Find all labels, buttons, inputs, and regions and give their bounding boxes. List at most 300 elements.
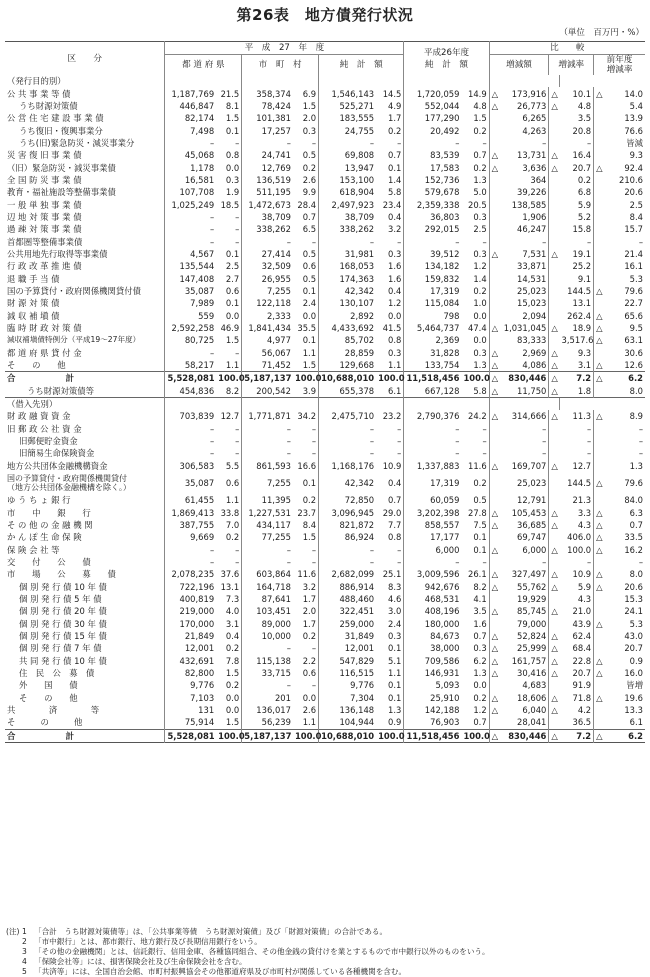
muni-share: 16.6 xyxy=(297,460,317,471)
net-share: 10.9 xyxy=(382,460,402,471)
pref-value: – xyxy=(165,435,216,447)
table-row xyxy=(5,174,645,186)
row-label: そ の 他 xyxy=(7,360,66,371)
prev-rate-sign: △ xyxy=(594,531,605,543)
net-value: – xyxy=(319,447,377,459)
muni-share: 2.2 xyxy=(302,655,317,666)
table-row xyxy=(5,556,645,568)
header-zennen-line2: 増減率 xyxy=(606,65,633,75)
pref-value: 170,000 xyxy=(165,617,216,629)
net-value: 72,850 xyxy=(319,494,377,506)
muni-value: 164,718 xyxy=(242,580,293,592)
muni-value: 136,017 xyxy=(242,704,293,716)
net-share: 0.1 xyxy=(388,680,402,691)
rate-value: 36.5 xyxy=(572,717,592,728)
note-number: 5 xyxy=(22,967,27,976)
table-row xyxy=(5,149,645,161)
row-label: 外 国 債 xyxy=(19,680,78,691)
rate-sign: △ xyxy=(549,359,560,372)
row-label: か ん ぽ 生 命 保 険 xyxy=(7,532,82,543)
h26-share: 0.0 xyxy=(473,310,487,321)
diff-sign: △ xyxy=(489,605,500,617)
prev-rate-sign xyxy=(594,211,605,223)
h26-share: 1.3 xyxy=(473,667,487,678)
net-share: 14.5 xyxy=(382,88,402,99)
rate-value: 20.8 xyxy=(572,125,592,136)
table-row xyxy=(5,472,645,494)
h26-value: 11,518,456 xyxy=(404,729,462,742)
row-label: 個 別 発 行 債 15 年 債 xyxy=(19,630,107,641)
prev-rate-value: – xyxy=(638,556,643,567)
h26-share: 0.0 xyxy=(473,335,487,346)
muni-value: 27,414 xyxy=(242,248,293,260)
prev-rate-sign: △ xyxy=(594,410,605,422)
muni-value: 1,771,871 xyxy=(242,410,293,422)
net-share: – xyxy=(397,544,402,555)
muni-value: 5,187,137 xyxy=(242,372,293,385)
row-label: 教育・福祉施設等整備事業債 xyxy=(7,187,116,198)
net-share: 0.9 xyxy=(388,717,402,728)
header-h26-line1: 平成26年度 xyxy=(423,47,470,58)
prev-rate-value: – xyxy=(638,236,643,247)
pref-value: 1,178 xyxy=(165,161,216,173)
prev-rate-value: 6.2 xyxy=(604,372,645,385)
pref-share: 33.8 xyxy=(220,507,240,518)
pref-value: 147,408 xyxy=(165,273,216,285)
diff-value: 830,446 xyxy=(500,729,549,742)
net-share: 0.3 xyxy=(388,630,402,641)
empty-cell xyxy=(489,75,500,87)
row-label: 臨 時 財 政 対 策 債 xyxy=(7,323,82,334)
muni-value: 11,395 xyxy=(242,494,293,506)
diff-value: 18,606 xyxy=(517,692,547,703)
net-value: 9,776 xyxy=(319,679,377,691)
prev-rate-value: 6.2 xyxy=(604,729,645,742)
muni-share: 0.5 xyxy=(302,248,317,259)
empty-cell xyxy=(560,75,594,87)
pref-value: 35,087 xyxy=(165,472,216,494)
net-share: 1.6 xyxy=(388,261,402,272)
h26-share: 1.4 xyxy=(473,273,487,284)
diff-value: – xyxy=(542,448,547,459)
h26-share: – xyxy=(482,556,487,567)
diff-value: 6,040 xyxy=(522,705,547,716)
pref-share: 1.5 xyxy=(225,667,240,678)
diff-value: 161,757 xyxy=(511,655,547,666)
muni-value: 1,472,673 xyxy=(242,198,293,210)
pref-value: 446,847 xyxy=(165,100,216,112)
muni-value: 56,239 xyxy=(242,716,293,729)
diff-sign: △ xyxy=(489,630,500,642)
row-label: 個 別 発 行 債 10 年 債 xyxy=(19,581,107,592)
h26-share: 6.2 xyxy=(473,655,487,666)
row-label: うち財源対策債 xyxy=(19,100,78,111)
h26-value: 798 xyxy=(404,310,462,322)
table-row xyxy=(5,359,645,372)
rate-sign xyxy=(549,593,560,605)
h26-value: 5,464,737 xyxy=(404,322,462,334)
diff-value: 169,707 xyxy=(511,460,547,471)
h26-value: 1,337,883 xyxy=(404,460,462,472)
table-row xyxy=(5,435,645,447)
rate-sign: △ xyxy=(549,519,560,531)
note-line xyxy=(6,947,646,957)
h26-share: – xyxy=(482,137,487,148)
net-value: 168,053 xyxy=(319,260,377,272)
prev-rate-value: 84.0 xyxy=(624,495,643,506)
h26-value: 76,903 xyxy=(404,716,462,729)
net-share: – xyxy=(397,448,402,459)
diff-sign xyxy=(489,531,500,543)
table-row xyxy=(5,642,645,654)
rate-sign: △ xyxy=(549,322,560,334)
diff-value: 52,824 xyxy=(517,630,547,641)
pref-share: – xyxy=(235,544,240,555)
header-zennen xyxy=(594,55,645,76)
empty-cell xyxy=(560,397,594,410)
diff-sign: △ xyxy=(489,161,500,173)
diff-value: 25,999 xyxy=(517,643,547,654)
table-row xyxy=(5,273,645,285)
unit-label: （単位 百万円・%） xyxy=(559,28,644,38)
rate-sign: △ xyxy=(549,506,560,518)
rate-value: 10.9 xyxy=(572,569,592,580)
muni-value: 5,187,137 xyxy=(242,729,293,742)
muni-value: 103,451 xyxy=(242,605,293,617)
h26-value: 579,678 xyxy=(404,186,462,198)
note-number: 2 xyxy=(22,937,27,946)
pref-value: – xyxy=(165,447,216,459)
pref-value: 387,755 xyxy=(165,519,216,531)
h26-share: 26.1 xyxy=(468,569,487,580)
row-label: そ の 他 の 金 融 機 関 xyxy=(7,519,93,530)
table-row xyxy=(5,617,645,629)
row-label: うち復旧・復興事業分 xyxy=(19,125,103,136)
muni-share: 0.2 xyxy=(302,495,317,506)
muni-value: 56,067 xyxy=(242,347,293,359)
pref-share: 100.0 xyxy=(218,730,245,741)
muni-value: 7,255 xyxy=(242,472,293,494)
diff-value: 36,685 xyxy=(517,519,547,530)
h26-share: 0.2 xyxy=(473,162,487,173)
table-row xyxy=(5,543,645,555)
row-label: 財 源 対 策 債 xyxy=(7,298,60,309)
h26-value: 5,093 xyxy=(404,679,462,691)
prev-rate-value: 63.1 xyxy=(624,335,643,346)
rate-sign xyxy=(549,137,560,149)
diff-sign xyxy=(489,593,500,605)
rate-value: 20.7 xyxy=(572,667,592,678)
net-value: 886,914 xyxy=(319,580,377,592)
pref-share: – xyxy=(235,448,240,459)
rate-value: 3.3 xyxy=(577,507,592,518)
h26-share: 3.5 xyxy=(473,606,487,617)
diff-sign xyxy=(489,334,500,346)
prev-rate-sign: △ xyxy=(594,692,605,704)
net-value: 547,829 xyxy=(319,654,377,666)
pref-value: 35,087 xyxy=(165,285,216,297)
table-row xyxy=(5,692,645,704)
prev-rate-value: 79.6 xyxy=(624,286,643,297)
diff-sign: △ xyxy=(489,149,500,161)
prev-rate-sign xyxy=(594,423,605,435)
diff-value: – xyxy=(542,423,547,434)
prev-rate-sign xyxy=(594,385,605,398)
rate-sign xyxy=(549,447,560,459)
header-zogen: 増減額 xyxy=(489,55,549,76)
muni-value: – xyxy=(242,137,293,149)
diff-value: 6,000 xyxy=(522,544,547,555)
row-label-line1: 国の予算貸付・政府関係機関貸付 xyxy=(7,474,127,483)
diff-value: 13,731 xyxy=(517,150,547,161)
prev-rate-sign: △ xyxy=(594,568,605,580)
diff-sign xyxy=(489,617,500,629)
h26-share: 1.3 xyxy=(473,360,487,371)
prev-rate-sign xyxy=(594,198,605,210)
h26-value: 468,531 xyxy=(404,593,462,605)
diff-sign xyxy=(489,556,500,568)
net-share: – xyxy=(397,423,402,434)
prev-rate-value: 16.0 xyxy=(624,667,643,678)
muni-share: – xyxy=(311,556,317,567)
rate-sign: △ xyxy=(549,630,560,642)
table-row xyxy=(5,654,645,666)
prev-rate-sign: △ xyxy=(594,310,605,322)
h26-value: – xyxy=(404,556,462,568)
muni-value: 358,374 xyxy=(242,87,293,99)
rate-value: 22.8 xyxy=(572,655,592,666)
h26-value: 180,000 xyxy=(404,617,462,629)
net-share: 0.1 xyxy=(388,162,402,173)
pref-share: 0.0 xyxy=(225,310,240,321)
prev-rate-sign xyxy=(594,100,605,112)
muni-value: 77,255 xyxy=(242,531,293,543)
prev-rate-sign: △ xyxy=(594,285,605,297)
h26-value: 177,290 xyxy=(404,112,462,124)
muni-value: 17,257 xyxy=(242,124,293,136)
net-share: 100.0 xyxy=(378,730,405,741)
table-row xyxy=(5,704,645,716)
h26-value: 3,202,398 xyxy=(404,506,462,518)
empty-cell xyxy=(293,397,319,410)
rate-value: 9.1 xyxy=(577,273,592,284)
pref-value: 2,592,258 xyxy=(165,322,216,334)
h26-share: 0.7 xyxy=(473,717,487,728)
pref-share: 0.3 xyxy=(225,174,240,185)
prev-rate-value: 0.7 xyxy=(629,519,643,530)
rate-sign xyxy=(549,494,560,506)
prev-rate-value: 15.7 xyxy=(624,224,643,235)
muni-share: 23.7 xyxy=(297,507,317,518)
pref-value: 432,691 xyxy=(165,654,216,666)
prev-rate-sign: △ xyxy=(594,472,605,494)
prev-rate-value: 16.1 xyxy=(624,261,643,272)
muni-share: 0.2 xyxy=(302,162,317,173)
muni-share: 3.2 xyxy=(302,581,317,592)
table-row xyxy=(5,667,645,679)
h26-share: 2.5 xyxy=(473,224,487,235)
diff-sign: △ xyxy=(489,667,500,679)
net-value: 488,460 xyxy=(319,593,377,605)
diff-value: 6,265 xyxy=(522,113,547,124)
h26-share: 1.5 xyxy=(473,113,487,124)
rate-sign: △ xyxy=(549,248,560,260)
prev-rate-sign: △ xyxy=(594,161,605,173)
pref-share: 2.7 xyxy=(225,273,240,284)
h26-value: 152,736 xyxy=(404,174,462,186)
net-value: 2,892 xyxy=(319,310,377,322)
muni-share: 8.4 xyxy=(302,519,317,530)
h26-value: 17,177 xyxy=(404,531,462,543)
table-row xyxy=(5,285,645,297)
muni-share: 2.6 xyxy=(302,174,317,185)
rate-sign: △ xyxy=(549,460,560,472)
muni-share: 9.9 xyxy=(302,187,317,198)
muni-value: 26,955 xyxy=(242,273,293,285)
pref-value: – xyxy=(165,223,216,235)
h26-value: 292,015 xyxy=(404,223,462,235)
pref-share: 0.6 xyxy=(225,478,240,488)
empty-cell xyxy=(500,397,549,410)
net-share: 5.8 xyxy=(388,187,402,198)
muni-value: 434,117 xyxy=(242,519,293,531)
prev-rate-value: 43.0 xyxy=(624,630,643,641)
net-value: – xyxy=(319,543,377,555)
muni-share: 3.9 xyxy=(302,385,317,396)
h26-value: 60,059 xyxy=(404,494,462,506)
row-label: 過 疎 対 策 事 業 債 xyxy=(7,224,82,235)
rate-sign: △ xyxy=(549,667,560,679)
net-value: 322,451 xyxy=(319,605,377,617)
prev-rate-sign xyxy=(594,447,605,459)
pref-value: 219,000 xyxy=(165,605,216,617)
net-value: 4,433,692 xyxy=(319,322,377,334)
pref-value: 9,776 xyxy=(165,679,216,691)
h26-share: 0.3 xyxy=(473,248,487,259)
net-share: 0.3 xyxy=(388,248,402,259)
header-h26 xyxy=(404,42,489,76)
pref-share: 1.9 xyxy=(225,187,240,198)
diff-sign xyxy=(489,174,500,186)
net-value: 7,304 xyxy=(319,692,377,704)
h26-share: 0.3 xyxy=(473,643,487,654)
diff-value: 1,906 xyxy=(522,211,547,222)
h26-value: 84,673 xyxy=(404,630,462,642)
diff-sign xyxy=(489,124,500,136)
muni-share: 28.4 xyxy=(297,199,317,210)
diff-sign xyxy=(489,297,500,309)
muni-share: 0.7 xyxy=(302,211,317,222)
diff-sign xyxy=(489,285,500,297)
rate-value: 0.2 xyxy=(577,174,592,185)
prev-rate-sign: △ xyxy=(594,506,605,518)
h26-share: 4.8 xyxy=(473,100,487,111)
h26-share: 0.2 xyxy=(473,692,487,703)
pref-value: 131 xyxy=(165,704,216,716)
h26-value: 6,000 xyxy=(404,543,462,555)
section-label: （借入先別） xyxy=(5,397,165,410)
rate-sign xyxy=(549,198,560,210)
diff-sign: △ xyxy=(489,506,500,518)
pref-share: 0.0 xyxy=(225,705,240,716)
row-label: 合 計 xyxy=(5,372,165,385)
diff-sign xyxy=(489,423,500,435)
pref-share: – xyxy=(235,423,240,434)
pref-share: – xyxy=(235,436,240,447)
h26-share: 0.2 xyxy=(473,125,487,136)
muni-value: – xyxy=(242,435,293,447)
h26-share: 1.0 xyxy=(473,298,487,309)
prev-rate-value: 16.2 xyxy=(624,544,643,555)
diff-sign xyxy=(489,273,500,285)
empty-cell xyxy=(319,75,377,87)
header-h27: 平 成 27 年 度 xyxy=(165,42,404,55)
rate-sign: △ xyxy=(549,161,560,173)
pref-value: – xyxy=(165,543,216,555)
prev-rate-sign xyxy=(594,716,605,729)
net-value: 42,342 xyxy=(319,285,377,297)
table-row xyxy=(5,423,645,435)
pref-value: – xyxy=(165,137,216,149)
rate-value: 12.7 xyxy=(572,460,592,471)
prev-rate-value: 13.3 xyxy=(624,705,643,716)
muni-share: 0.3 xyxy=(302,125,317,136)
muni-share: – xyxy=(311,436,317,447)
diff-sign: △ xyxy=(489,642,500,654)
row-label: そ の 他 xyxy=(19,692,78,703)
table-row xyxy=(5,100,645,112)
muni-value: – xyxy=(242,235,293,247)
h26-value: 133,754 xyxy=(404,359,462,372)
rate-value: 144.5 xyxy=(567,478,592,488)
pref-value: 1,187,769 xyxy=(165,87,216,99)
net-value: 69,808 xyxy=(319,149,377,161)
h26-share: 1.2 xyxy=(473,705,487,716)
prev-rate-value: 21.4 xyxy=(624,248,643,259)
empty-cell xyxy=(461,75,489,87)
pref-value: 2,078,235 xyxy=(165,568,216,580)
row-label: 減収補塡債特例分（平成19～27年度） xyxy=(7,335,141,345)
prev-rate-sign xyxy=(594,260,605,272)
prev-rate-sign: △ xyxy=(594,729,605,742)
h26-share: 0.1 xyxy=(473,532,487,543)
rate-sign xyxy=(549,334,560,346)
rate-value: 16.4 xyxy=(572,150,592,161)
empty-cell xyxy=(319,397,377,410)
muni-share: 1.7 xyxy=(302,618,317,629)
diff-sign: △ xyxy=(489,410,500,422)
empty-cell xyxy=(604,397,645,410)
pref-share: 1.5 xyxy=(225,717,240,728)
rate-value: 21.0 xyxy=(572,606,592,617)
h26-share: 0.3 xyxy=(473,211,487,222)
note-text: 「その他の金融機関」とは、信託銀行、信用金庫、各種協同組合、その他金銭の貸付けを業とするもので市中銀行以外のものをいう。 xyxy=(34,947,490,956)
diff-sign: △ xyxy=(489,100,500,112)
table-row xyxy=(5,198,645,210)
pref-share: 46.9 xyxy=(220,323,240,334)
pref-value: 306,583 xyxy=(165,460,216,472)
rate-sign xyxy=(549,223,560,235)
prev-rate-value: 22.7 xyxy=(624,298,643,309)
rate-value: 62.4 xyxy=(572,630,592,641)
table-row xyxy=(5,223,645,235)
pref-share: 21.5 xyxy=(220,88,240,99)
net-value: 10,688,010 xyxy=(319,372,377,385)
muni-value: – xyxy=(242,679,293,691)
net-share: 23.2 xyxy=(382,411,402,422)
note-number: 4 xyxy=(22,957,27,966)
h26-share: 0.5 xyxy=(473,495,487,506)
